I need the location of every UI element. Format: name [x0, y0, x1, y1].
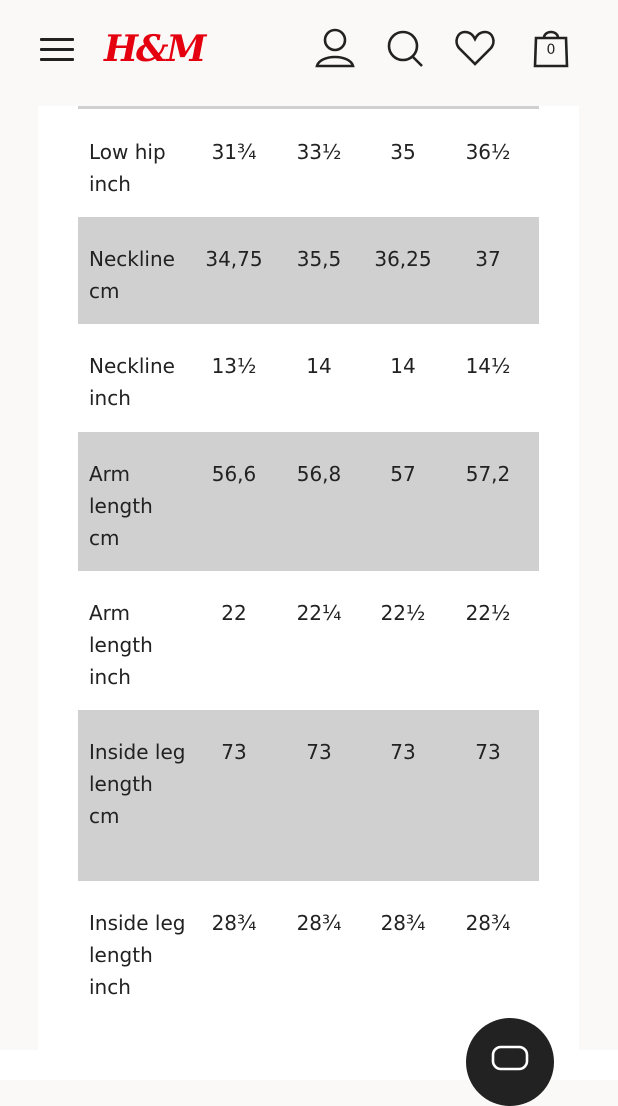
row-label: Neckline cm: [89, 247, 175, 303]
table-cell: 22: [221, 601, 247, 625]
row-label: Neckline inch: [89, 354, 175, 410]
row-label: Inside leg length cm: [89, 740, 186, 828]
chat-button[interactable]: [466, 1018, 554, 1106]
account-icon[interactable]: [314, 26, 356, 70]
search-icon[interactable]: [384, 26, 426, 70]
table-cell: 34,75: [205, 247, 263, 271]
table-row: [78, 324, 539, 432]
table-cell: 73: [390, 740, 416, 764]
row-label: Low hip inch: [89, 140, 166, 196]
table-cell: 57: [390, 462, 416, 486]
table-cell: 22¼: [296, 601, 342, 625]
table-row: [78, 881, 539, 1052]
shopping-bag-icon[interactable]: [530, 26, 572, 70]
table-cell: 56,8: [296, 462, 342, 486]
chat-icon: [490, 1044, 530, 1074]
table-cell: 22½: [380, 601, 426, 625]
favorites-heart-icon[interactable]: [454, 26, 496, 70]
logo[interactable]: H&M: [104, 28, 205, 70]
table-cell: 37: [475, 247, 501, 271]
table-row: [78, 109, 539, 217]
table-cell: 35: [390, 140, 416, 164]
row-label: Inside leg length inch: [89, 911, 186, 999]
table-cell: 14½: [465, 354, 511, 378]
bag-count-badge: 0: [546, 42, 556, 58]
table-cell: 22½: [465, 601, 511, 625]
size-table: [78, 109, 539, 1052]
table-row: [78, 571, 539, 710]
table-row: [78, 432, 539, 571]
header: [0, 0, 618, 100]
table-cell: 14: [306, 354, 332, 378]
row-label: Arm length inch: [89, 601, 153, 689]
table-cell: 28¾: [465, 911, 511, 935]
row-label: Arm length cm: [89, 462, 153, 550]
table-cell: 14: [390, 354, 416, 378]
table-cell: 33½: [296, 140, 342, 164]
table-cell: 28¾: [211, 911, 257, 935]
size-guide-card: [38, 106, 579, 1080]
table-cell: 73: [306, 740, 332, 764]
table-row: [78, 710, 539, 881]
table-cell: 28¾: [380, 911, 426, 935]
table-cell: 73: [475, 740, 501, 764]
table-cell: 35,5: [296, 247, 342, 271]
table-cell: 73: [221, 740, 247, 764]
table-cell: 36½: [465, 140, 511, 164]
table-cell: 31¾: [211, 140, 257, 164]
table-cell: 57,2: [465, 462, 511, 486]
table-cell: 13½: [211, 354, 257, 378]
table-row: [78, 217, 539, 324]
table-cell: 28¾: [296, 911, 342, 935]
table-cell: 36,25: [374, 247, 432, 271]
menu-icon[interactable]: [40, 38, 74, 62]
table-cell: 56,6: [211, 462, 257, 486]
